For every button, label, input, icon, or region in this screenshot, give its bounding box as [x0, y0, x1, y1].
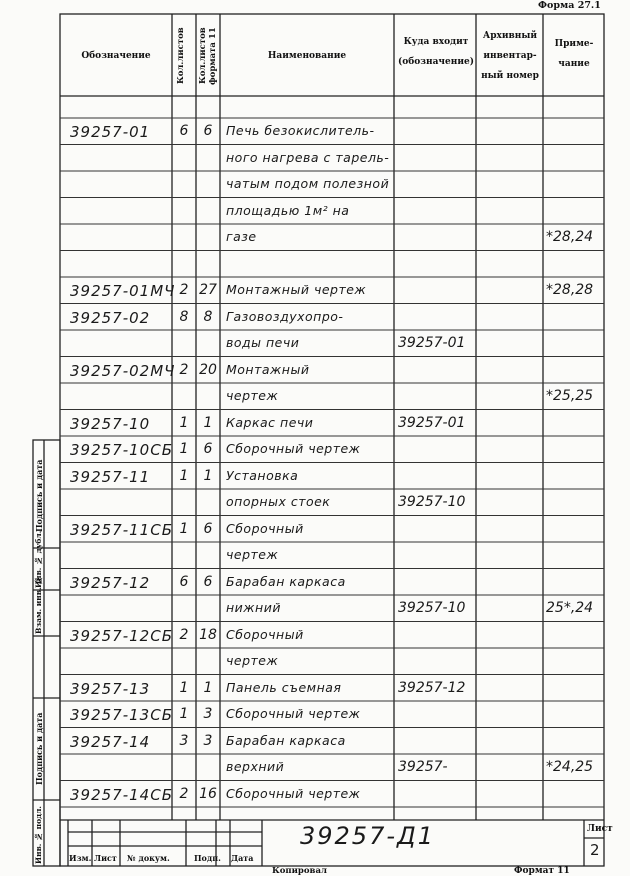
stamp-col-change: Изм.	[69, 853, 92, 863]
cell-name: газе	[226, 229, 257, 244]
cell-name: площадью 1м² на	[226, 202, 350, 218]
side-swap-inv: Взам. инв. №	[34, 575, 43, 634]
cell-sheets: 6	[179, 123, 189, 139]
cell-name: верхний	[226, 759, 285, 774]
cell-designation: 39257-02	[70, 308, 151, 327]
cell-name: чертеж	[226, 653, 279, 668]
cell-sheets: 1	[179, 706, 189, 722]
stamp-col-doc: № докум.	[127, 853, 170, 863]
cell-designation: 39257-11	[70, 467, 151, 486]
cell-where-used: 39257-10	[398, 494, 466, 510]
cell-sheets: 2	[179, 785, 189, 802]
cell-sheets-format: 20	[199, 361, 217, 378]
side-sign-date-2: Подпись и дата	[34, 712, 44, 786]
cell-sheets-format: 1	[203, 467, 213, 484]
cell-name: Газовоздухопро-	[226, 308, 344, 324]
header-sheets: Кол.листов	[176, 27, 186, 85]
cell-name: воды печи	[226, 335, 300, 350]
cell-where-used: 39257-12	[398, 679, 466, 696]
cell-designation: 39257-13СБ	[70, 706, 173, 724]
cell-sheets: 6	[179, 573, 189, 590]
header-name: Наименование	[267, 51, 347, 61]
stamp-col-date: Дата	[231, 853, 254, 863]
cell-sheets-format: 6	[203, 520, 213, 537]
cell-designation: 39257-12	[70, 573, 151, 592]
cell-sheets-format: 1	[203, 679, 213, 696]
cell-name: нижний	[226, 600, 281, 615]
cell-note: 25*,24	[546, 600, 594, 616]
cell-name: Панель съемная	[226, 679, 342, 695]
cell-name: Монтажный чертеж	[226, 282, 367, 297]
cell-sheets: 3	[179, 732, 189, 749]
stamp-sheet-value: 2	[590, 841, 600, 859]
cell-designation: 39257-14	[70, 732, 151, 751]
header-note-2: чание	[558, 59, 590, 69]
cell-designation: 39257-10	[70, 414, 151, 433]
form-label: Форма 27.1	[538, 0, 601, 11]
side-dup-inv: Инв. № дубл.	[34, 530, 43, 588]
header-where-2: (обозначение)	[398, 57, 474, 67]
header-note-1: Приме-	[554, 39, 594, 49]
cell-sheets-format: 8	[203, 308, 213, 325]
side-sign-date-1: Подпись и дата	[34, 459, 44, 533]
cell-name: Сборочный	[226, 626, 304, 642]
cell-sheets: 1	[179, 441, 189, 457]
cell-where-used: 39257-01	[398, 335, 466, 351]
cell-note: *28,28	[546, 282, 594, 298]
cell-sheets-format: 16	[199, 785, 217, 802]
cell-sheets: 1	[179, 679, 189, 696]
cell-where-used: 39257-10	[398, 600, 466, 616]
cell-sheets-format: 6	[203, 573, 213, 590]
cell-name: Сборочный чертеж	[226, 441, 361, 456]
cell-sheets-format: 3	[203, 732, 213, 749]
cell-sheets-format: 18	[199, 626, 217, 643]
header-archive-2: инвентар-	[483, 51, 537, 61]
footer-format: Формат 11	[514, 866, 570, 876]
cell-designation: 39257-02МЧ	[70, 361, 176, 380]
cell-where-used: 39257-	[398, 759, 448, 775]
cell-sheets: 1	[179, 414, 189, 431]
header-sheets-format: Кол.листов формата 11	[198, 27, 218, 85]
cell-name: Сборочный	[226, 520, 304, 536]
cell-name: Каркас печи	[226, 414, 314, 430]
cell-name: Сборочный чертеж	[226, 785, 361, 801]
cell-name: Печь безокислитель-	[226, 123, 375, 138]
cell-designation: 39257-10СБ	[70, 441, 173, 459]
stamp-designation: 39257-Д1	[300, 822, 436, 850]
cell-name: Барабан каркаса	[226, 573, 346, 589]
cell-name: опорных стоек	[226, 494, 331, 509]
cell-name: чертеж	[226, 547, 279, 562]
cell-designation: 39257-01МЧ	[70, 282, 176, 300]
cell-sheets-format: 27	[199, 282, 217, 298]
cell-sheets: 2	[179, 361, 189, 378]
cell-designation: 39257-11СБ	[70, 520, 173, 539]
footer-copied: Копировал	[272, 866, 327, 876]
cell-sheets-format: 1	[203, 414, 213, 431]
cell-sheets: 1	[179, 467, 189, 484]
cell-sheets-format: 6	[203, 123, 213, 139]
cell-designation: 39257-12СБ	[70, 626, 173, 645]
cell-sheets: 2	[179, 626, 189, 643]
cell-name: чертеж	[226, 388, 279, 403]
stamp-sheet-label: Лист	[587, 824, 613, 834]
cell-sheets: 2	[179, 282, 189, 298]
cell-sheets-format: 6	[203, 441, 213, 457]
cell-sheets-format: 3	[203, 706, 213, 722]
stamp-col-sign: Подп.	[194, 853, 221, 863]
cell-name: чатым подом полезной	[226, 176, 390, 191]
cell-note: *28,24	[546, 229, 594, 245]
stamp-col-sheet: Лист	[94, 853, 117, 863]
header-archive-3: ный номер	[481, 71, 539, 81]
cell-name: Сборочный чертеж	[226, 706, 361, 721]
cell-name: Монтажный	[226, 361, 310, 377]
cell-where-used: 39257-01	[398, 414, 466, 431]
cell-note: *25,25	[546, 388, 594, 404]
header-archive-1: Архивный	[482, 31, 538, 41]
cell-name: ного нагрева с тарель-	[226, 149, 390, 165]
side-orig-inv: Инв. № подл.	[34, 805, 43, 864]
header-where-1: Куда входит	[403, 37, 469, 47]
cell-sheets: 8	[179, 308, 189, 325]
cell-designation: 39257-14СБ	[70, 785, 173, 804]
cell-note: *24,25	[546, 759, 594, 775]
cell-sheets: 1	[179, 520, 189, 537]
cell-name: Установка	[226, 467, 299, 483]
header-designation: Обозначение	[81, 51, 151, 61]
cell-name: Барабан каркаса	[226, 732, 346, 748]
cell-designation: 39257-13	[70, 679, 151, 698]
cell-designation: 39257-01	[70, 123, 151, 141]
